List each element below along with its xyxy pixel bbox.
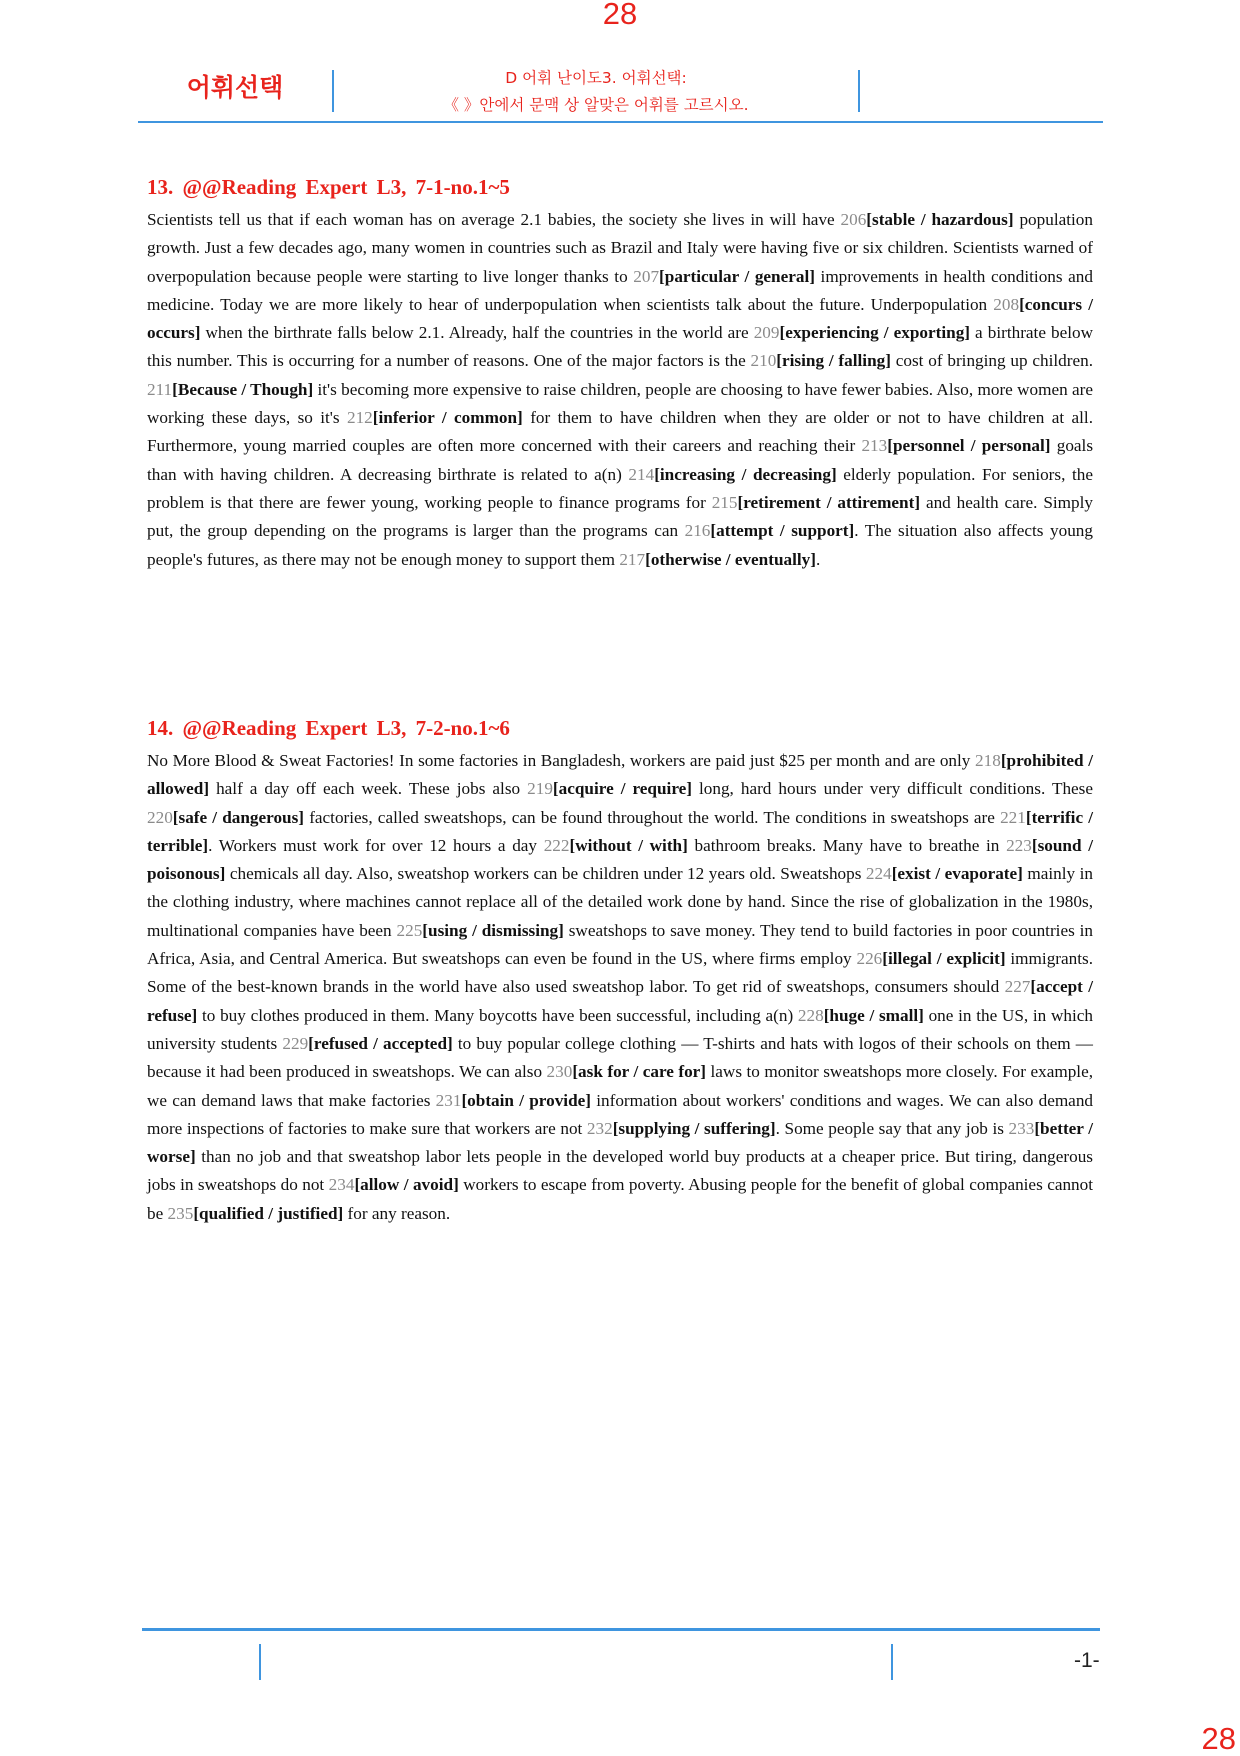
answer-choices: [accept / refuse]	[147, 977, 1093, 1025]
question-number: 227	[1004, 977, 1031, 997]
answer-choices: [personnel / personal]	[887, 436, 1051, 456]
answer-choices: [stable / hazardous]	[866, 210, 1014, 229]
question-section-13	[147, 174, 1093, 574]
question-number: 235	[167, 1203, 194, 1223]
header-title: 어휘선택	[186, 73, 284, 102]
answer-choices: [illegal / explicit]	[882, 949, 1006, 969]
page-header	[138, 60, 1103, 123]
passage-text: to buy clothes produced in them. Many boycotts have been successful, including a(n)	[197, 1005, 798, 1025]
passage-text: elderly population. For seniors, the problem is that there are fewer young, working people to finance programs for	[147, 464, 1093, 512]
question-number: 233	[1008, 1118, 1035, 1138]
passage-text: bathroom breaks. Many have to breathe in	[687, 835, 1007, 855]
passage-text: and health care. Simply put, the group depending on the programs is larger than the programs can	[147, 492, 1093, 541]
question-number: 207	[633, 266, 660, 286]
passage-text: population growth. Just a few decades ago, many women in countries such as Brazil and Italy were having five or six children. Scientists warned of overpopulation because people were starting to live longer thanks to	[147, 210, 1093, 286]
question-number: 208	[993, 294, 1020, 314]
passage-text: sweatshops to save money. They tend to build factories in poor countries in Africa, Asia, and Central America. But sweatshops can even be found in the US, where firms employ	[147, 920, 1093, 969]
question-number: 224	[865, 864, 892, 884]
answer-choices: [obtain / provide]	[461, 1090, 591, 1110]
answer-choices: [using / dismissing]	[422, 920, 564, 940]
question-number: 217	[619, 549, 646, 569]
passage-text: half a day off each week. These jobs also	[209, 779, 528, 799]
answer-choices: [acquire / require]	[552, 779, 692, 799]
answer-choices: [without / with]	[569, 835, 688, 855]
passage	[147, 747, 1093, 1228]
passage-text: factories, called sweatshops, can be found throughout the world. The conditions in sweatshops are	[304, 807, 1001, 827]
question-number: 228	[797, 1005, 824, 1025]
question-number: 225	[396, 920, 423, 940]
answer-choices: [rising / falling]	[776, 351, 891, 371]
question-number: 206	[840, 210, 867, 229]
passage-text: for any reason.	[343, 1203, 451, 1223]
question-number: 212	[346, 408, 373, 428]
passage-text: it's becoming more expensive to raise children, people are choosing to have fewer babies. Also, more women are working these days, so it's	[147, 379, 1093, 428]
passage-text: No More Blood & Sweat Factories! In some factories in Bangladesh, workers are paid just $25 per month and are only	[147, 751, 976, 770]
answer-choices: [better / worse]	[147, 1118, 1093, 1167]
passage-text: laws to monitor sweatshops more closely. For example, we can demand laws that make factories	[147, 1062, 1093, 1110]
section-title: 14. @@Reading Expert L3, 7-2-no.1~6	[147, 716, 510, 740]
answer-choices: [increasing / decreasing]	[654, 464, 837, 484]
passage-text: cost of bringing up children.	[890, 351, 1094, 371]
answer-choices: [inferior / common]	[372, 408, 523, 428]
question-number: 230	[546, 1062, 573, 1082]
passage-text: chemicals all day. Also, sweatshop workers can be children under 12 years old. Sweatshops	[225, 864, 866, 884]
answer-choices: [supplying / suffering]	[612, 1118, 776, 1138]
section-title: 13. @@Reading Expert L3, 7-1-no.1~5	[147, 175, 510, 199]
question-number: 216	[684, 521, 711, 541]
passage-text: long, hard hours under very difficult conditions. These	[692, 779, 1093, 799]
answer-choices: [ask for / care for]	[572, 1062, 707, 1082]
question-number: 222	[543, 835, 570, 855]
passage-text: one in the US, in which university students	[147, 1005, 1093, 1053]
passage-text: to buy popular college clothing — T-shirts and hats with logos of their schools on them — because it had been produced in sweatshops. We can also	[147, 1033, 1093, 1082]
passage-text: workers to escape from poverty. Abusing people for the benefit of global companies cannot be	[147, 1175, 1094, 1223]
question-number: 221	[1000, 807, 1026, 827]
passage-text: mainly in the clothing industry, where machines cannot replace all of the detailed work done by hand. Since the rise of globalization in the 1980s, multinational companies have been	[147, 864, 1093, 940]
answer-choices: [retirement / attirement]	[737, 492, 921, 512]
answer-choices: [allow / avoid]	[354, 1175, 459, 1195]
question-number: 214	[628, 464, 655, 484]
answer-choices: [otherwise / eventually]	[645, 549, 816, 569]
passage-text: improvements in health conditions and medicine. Today we are more likely to hear of underpopulation when scientists talk about the future. Underpopulation	[147, 266, 1093, 314]
question-number: 234	[328, 1175, 355, 1195]
passage	[147, 206, 1093, 574]
answer-choices: [Because / Though]	[172, 379, 314, 399]
answer-choices: [particular / general]	[659, 266, 815, 286]
question-number: 209	[753, 323, 780, 343]
question-number: 210	[750, 351, 777, 371]
header-instruction	[334, 65, 858, 119]
question-number: 215	[711, 492, 738, 512]
passage-text: than no job and that sweatshop labor lets people in the developed world buy products at a cheaper price. But tiring, dangerous jobs in sweatshops do not	[147, 1147, 1093, 1195]
question-number: 220	[147, 807, 173, 827]
question-number: 229	[282, 1033, 309, 1053]
answer-choices: [huge / small]	[823, 1005, 924, 1025]
question-number: 218	[975, 751, 1001, 770]
passage-text: . The situation also affects young people's futures, as there may not be enough money to support them	[147, 521, 1093, 569]
passage-text: immigrants. Some of the best-known brands in the world have also used sweatshop labor. To get rid of sweatshops, consumers should	[147, 949, 1093, 997]
passage-text: for them to have children when they are older or not to have children at all. Furthermore, young married couples are often more concerned with their careers and reaching their	[147, 408, 1094, 456]
passage-text: Scientists tell us that if each woman has on average 2.1 babies, the society she lives in will have	[147, 210, 841, 229]
answer-choices: [concurs / occurs]	[147, 294, 1093, 343]
answer-choices: [attempt / support]	[710, 521, 855, 541]
passage-text: information about workers' conditions and wages. We can also demand more inspections of factories to make sure that workers are not	[147, 1090, 1094, 1138]
answer-choices: [refused / accepted]	[308, 1033, 453, 1053]
answer-choices: [terrific / terrible]	[147, 807, 1094, 855]
footer-rule	[142, 1628, 1100, 1631]
question-number: 231	[435, 1090, 462, 1110]
passage-text: . Some people say that any job is	[775, 1118, 1009, 1138]
question-number: 211	[147, 379, 173, 399]
passage-text: a birthrate below this number. This is occurring for a number of reasons. One of the major factors is the	[147, 323, 1093, 371]
answer-choices: [exist / evaporate]	[891, 864, 1023, 884]
question-number: 223	[1006, 835, 1032, 855]
footer-divider-right	[891, 1644, 893, 1680]
passage-text: . Workers must work for over 12 hours a day	[208, 835, 544, 855]
answer-choices: [experiencing / exporting]	[779, 323, 971, 343]
page-number-bottom: 28	[1201, 1721, 1236, 1756]
question-number: 219	[527, 779, 553, 799]
answer-choices: [qualified / justified]	[193, 1203, 344, 1223]
passage-text: when the birthrate falls below 2.1. Already, half the countries in the world are	[200, 323, 754, 343]
header-instruction-line1: D 어휘 난이도3. 어휘선택:	[505, 69, 687, 87]
answer-choices: [prohibited / allowed]	[147, 751, 1093, 799]
page-number-top: 28	[602, 0, 638, 31]
question-number: 226	[856, 949, 883, 969]
header-divider-right	[858, 70, 860, 112]
footer-page-label: -1-	[1074, 1649, 1100, 1672]
header-instruction-line2: 《 》안에서 문맥 상 알맞은 어휘를 고르시오.	[443, 96, 749, 114]
question-section-14	[147, 715, 1093, 1228]
question-number: 213	[861, 436, 888, 456]
passage-text: .	[815, 549, 821, 569]
question-number: 232	[586, 1118, 613, 1138]
answer-choices: [safe / dangerous]	[172, 807, 305, 827]
header-rule	[138, 121, 1103, 123]
passage-text: goals than with having children. A decreasing birthrate is related to a(n)	[147, 436, 1094, 484]
footer-divider-left	[259, 1644, 261, 1680]
answer-choices: [sound / poisonous]	[147, 835, 1093, 884]
